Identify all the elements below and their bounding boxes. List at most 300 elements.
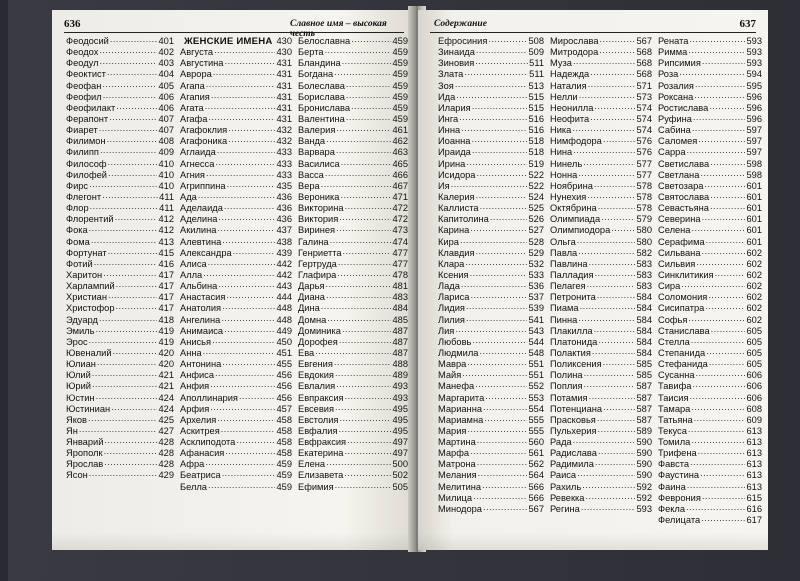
leader-dots [476,170,527,181]
entry-page: 605 [746,359,762,370]
leader-dots [573,147,635,158]
index-entry [550,159,652,170]
index-entry [180,482,292,493]
entry-name: Нина [550,147,573,158]
entry-page: 592 [636,481,652,492]
entry-name: Бландина [298,58,341,69]
entry-page: 417 [158,292,174,303]
entry-name: Роза [658,69,679,80]
entry-page: 601 [746,191,762,202]
leader-dots [692,125,746,136]
index-entry [550,348,652,359]
leader-dots [99,315,158,326]
entry-page: 417 [158,281,174,292]
entry-page: 455 [276,359,292,370]
leader-dots [482,482,527,493]
entry-page: 478 [392,269,408,280]
entry-page: 613 [746,437,762,448]
leader-dots [490,214,528,225]
entry-name: Фелицата [658,515,701,526]
entry-name: Марианна [438,403,482,414]
entry-page: 552 [528,381,544,392]
entry-name: Ангелина [180,314,221,325]
entry-page: 425 [158,414,174,425]
index-entry [66,393,174,404]
index-entry [438,493,544,504]
entry-page: 580 [636,225,652,236]
leader-dots [104,448,158,459]
entry-page: 444 [276,292,292,303]
index-entry [550,92,652,103]
leader-dots [590,69,635,80]
leader-dots [321,181,392,192]
entry-name: Юстиниан [66,403,111,414]
index-entry [550,470,652,481]
entry-name: Ефимия [298,481,334,492]
index-entry [66,359,174,370]
index-entry [438,192,544,203]
entry-name: Ада [180,191,197,202]
leader-dots [488,36,527,47]
leader-dots [700,470,745,481]
entry-name: Феофан [66,80,102,91]
entry-page: 420 [158,359,174,370]
index-entry [438,248,544,259]
index-entry [550,114,652,125]
index-entry [66,303,174,314]
index-entry [180,203,292,214]
entry-page: 583 [636,269,652,280]
entry-name: Феофилакт [66,102,116,113]
leader-dots [595,270,636,281]
entry-page: 436 [276,214,292,225]
index-entry [438,259,544,270]
index-entry [550,248,652,259]
open-book [8,0,800,581]
leader-dots [203,270,275,281]
index-entry [66,448,174,459]
leader-dots [222,470,276,481]
leader-dots [485,393,527,404]
leader-dots [211,92,276,103]
index-entry [550,136,652,147]
entry-page: 601 [746,214,762,225]
index-entry [180,159,292,170]
index-entry [550,225,652,236]
leader-dots [92,370,158,381]
entry-page: 605 [746,336,762,347]
leader-dots [215,159,275,170]
entry-page: 596 [746,102,762,113]
entry-page: 405 [158,80,174,91]
index-entry [180,192,292,203]
entry-page: 543 [528,325,544,336]
leader-dots [222,359,275,370]
entry-page: 415 [158,247,174,258]
index-entry [550,125,652,136]
index-entry [550,47,652,58]
entry-name: Нимфодора [550,136,602,147]
leader-dots [594,181,636,192]
index-entry [658,292,762,303]
entry-page: 485 [392,314,408,325]
index-entry [180,259,292,270]
entry-page: 584 [636,292,652,303]
entry-page: 461 [392,125,408,136]
index-column [298,36,408,493]
entry-name: Филипп [66,147,99,158]
entry-page: 430 [276,47,292,58]
leader-dots [351,36,391,47]
entry-name: Дорофея [298,336,338,347]
entry-page: 595 [746,80,762,91]
entry-page: 596 [746,113,762,124]
entry-page: 568 [636,69,652,80]
right-page [418,10,768,550]
index-entry [438,203,544,214]
entry-page: 594 [746,69,762,80]
leader-dots [103,92,158,103]
index-entry [66,292,174,303]
leader-dots [704,181,745,192]
index-entry [658,237,762,248]
entry-name: Генриетта [298,247,342,258]
leader-dots [228,125,275,136]
leader-dots [577,470,635,481]
entry-page: 580 [636,236,652,247]
leader-dots [345,393,392,404]
entry-name: Стефанида [658,359,708,370]
index-entry [658,159,762,170]
leader-dots [326,459,391,470]
leader-dots [215,370,275,381]
leader-dots [90,203,159,214]
entry-name: Тамара [658,403,691,414]
entry-page: 593 [636,503,652,514]
entry-page: 583 [636,281,652,292]
left-page [52,10,416,550]
index-entry [658,493,762,504]
entry-page: 564 [528,470,544,481]
index-entry [180,470,292,481]
leader-dots [95,326,157,337]
entry-page: 417 [158,303,174,314]
index-entry [180,292,292,303]
right-page-header [430,18,756,33]
index-entry [298,370,408,381]
entry-page: 459 [392,36,408,46]
leader-dots [583,159,635,170]
entry-name: Селена [658,225,691,236]
index-entry [438,92,544,103]
leader-dots [206,170,276,181]
running-head: Содержание [434,19,487,29]
entry-page: 495 [392,425,408,436]
entry-name: Регина [550,503,580,514]
entry-page: 417 [158,269,174,280]
section-heading-page: 430 [276,36,292,46]
index-entry [438,81,544,92]
entry-name: Евстолия [298,414,339,425]
entry-name: Аглаида [180,147,216,158]
index-entry [180,81,292,92]
leader-dots [205,459,275,470]
index-entry [438,36,544,47]
leader-dots [205,103,276,114]
leader-dots [477,459,528,470]
index-entry [180,348,292,359]
index-entry [550,482,652,493]
leader-dots [97,359,158,370]
index-entry [66,370,174,381]
entry-page: 419 [158,336,174,347]
leader-dots [686,504,745,515]
entry-page: 458 [276,437,292,448]
entry-name: Агафоклия [180,125,228,136]
entry-name: Галина [298,236,329,247]
leader-dots [100,147,158,158]
entry-page: 511 [529,69,544,80]
index-entry [438,470,544,481]
leader-dots [451,181,528,192]
index-entry [438,370,544,381]
leader-dots [456,92,527,103]
entry-page: 578 [636,203,652,214]
entry-name: Алиса [180,258,207,269]
index-entry [438,181,544,192]
index-column [438,36,544,515]
index-entry [438,237,544,248]
leader-dots [335,370,392,381]
entry-name: Анастасия [180,292,226,303]
index-entry [550,381,652,392]
leader-dots [102,192,158,203]
entry-page: 602 [746,281,762,292]
index-entry [658,404,762,415]
index-entry [550,58,652,69]
index-column [180,36,292,493]
entry-page: 613 [746,459,762,470]
entry-page: 495 [392,414,408,425]
entry-page: 601 [746,236,762,247]
entry-name: Болеслава [298,80,345,91]
index-entry [180,393,292,404]
leader-dots [217,225,275,236]
entry-page: 561 [528,448,544,459]
leader-dots [706,237,746,248]
index-entry [298,348,408,359]
entry-name: Домна [298,314,327,325]
leader-dots [598,448,636,459]
entry-name: Августа [180,47,214,58]
index-entry [180,125,292,136]
entry-name: Пиама [550,303,579,314]
entry-page: 488 [392,359,408,370]
entry-name: Палладия [550,269,594,280]
entry-page: 472 [392,203,408,214]
entry-page: 456 [276,370,292,381]
leader-dots [679,69,745,80]
leader-dots [594,103,635,114]
section-heading-text: ЖЕНСКИЕ ИМЕНА [184,36,273,47]
entry-page: 613 [746,470,762,481]
leader-dots [89,225,158,236]
index-entry [66,36,174,47]
entry-name: Илария [438,102,471,113]
leader-dots [116,303,158,314]
index-entry [658,315,762,326]
index-entry [66,192,174,203]
index-entry [180,270,292,281]
leader-dots [94,259,158,270]
index-entry [658,303,762,314]
index-entry [298,81,408,92]
entry-page: 428 [158,459,174,470]
entry-page: 574 [636,125,652,136]
leader-dots [330,237,392,248]
entry-name: Павла [550,247,578,258]
entry-page: 587 [636,403,652,414]
entry-name: Белла [180,481,207,492]
entry-page: 597 [746,147,762,158]
entry-name: Лидия [438,303,465,314]
index-entry [180,359,292,370]
entry-name: Поликсения [550,359,602,370]
entry-name: Павлина [550,258,588,269]
entry-name: Афанасия [180,448,225,459]
index-entry [66,125,174,136]
leader-dots [470,270,528,281]
index-entry [658,136,762,147]
entry-name: Александра [180,247,232,258]
entry-page: 471 [392,191,408,202]
index-entry [298,359,408,370]
entry-name: Ида [438,91,456,102]
entry-page: 493 [392,392,408,403]
entry-name: Римма [658,47,688,58]
entry-name: Фавста [658,459,690,470]
leader-dots [475,381,527,392]
entry-page: 571 [636,80,652,91]
entry-page: 456 [276,381,292,392]
leader-dots [572,125,635,136]
entry-name: Феоктист [66,69,106,80]
leader-dots [325,47,392,58]
entry-page: 584 [636,303,652,314]
leader-dots [218,214,275,225]
entry-name: Анфия [180,381,210,392]
index-entry [550,259,652,270]
leader-dots [340,192,391,203]
index-entry [298,103,408,114]
entry-page: 432 [276,125,292,136]
entry-name: Гертруда [298,258,337,269]
entry-page: 554 [528,403,544,414]
index-entry [658,92,762,103]
index-entry [66,415,174,426]
leader-dots [692,381,745,392]
entry-page: 432 [276,136,292,147]
entry-name: Евфалия [298,425,338,436]
entry-page: 408 [158,136,174,147]
leader-dots [588,81,636,92]
leader-dots [696,370,746,381]
entry-page: 439 [276,247,292,258]
entry-page: 404 [158,69,174,80]
entry-name: Трифена [658,448,697,459]
leader-dots [89,181,157,192]
leader-dots [224,58,275,69]
entry-page: 502 [392,470,408,481]
left-page-header [64,18,404,39]
index-entry [550,36,652,47]
leader-dots [698,448,746,459]
entry-name: Злата [438,69,464,80]
entry-name: Ярослав [66,459,104,470]
entry-page: 442 [276,269,292,280]
entry-name: Фортунат [66,247,107,258]
entry-page: 597 [746,136,762,147]
entry-page: 424 [158,392,174,403]
entry-page: 457 [276,403,292,414]
entry-page: 532 [528,258,544,269]
index-entry [66,214,174,225]
entry-name: Нелли [550,91,578,102]
index-entry [658,393,762,404]
leader-dots [470,225,527,236]
entry-page: 616 [746,503,762,514]
leader-dots [339,337,392,348]
leader-dots [710,159,745,170]
leader-dots [206,81,276,92]
leader-dots [455,326,527,337]
leader-dots [88,415,157,426]
index-entry [66,159,174,170]
entry-name: Октябрина [550,203,597,214]
entry-name: Вера [298,180,320,191]
entry-page: 584 [636,314,652,325]
leader-dots [335,482,392,493]
entry-page: 420 [158,347,174,358]
index-entry [550,81,652,92]
entry-name: Каллиста [438,203,479,214]
entry-name: Ия [438,180,450,191]
entry-name: Фома [66,236,90,247]
entry-page: 578 [636,180,652,191]
index-entry [298,192,408,203]
leader-dots [696,259,745,270]
entry-page: 419 [158,325,174,336]
entry-page: 606 [746,392,762,403]
entry-name: Ева [298,347,315,358]
entry-name: Святослава [658,191,710,202]
leader-dots [341,159,392,170]
entry-name: Доминика [298,325,341,336]
index-entry [438,125,544,136]
entry-name: Агапия [180,91,210,102]
entry-name: Светозара [658,180,704,191]
leader-dots [217,147,276,158]
index-entry [658,348,762,359]
index-entry [438,170,544,181]
entry-name: Ярополк [66,448,103,459]
entry-name: Августина [180,58,224,69]
leader-dots [578,315,635,326]
entry-page: 438 [276,236,292,247]
leader-dots [346,81,392,92]
index-entry [438,159,544,170]
entry-page: 458 [276,448,292,459]
